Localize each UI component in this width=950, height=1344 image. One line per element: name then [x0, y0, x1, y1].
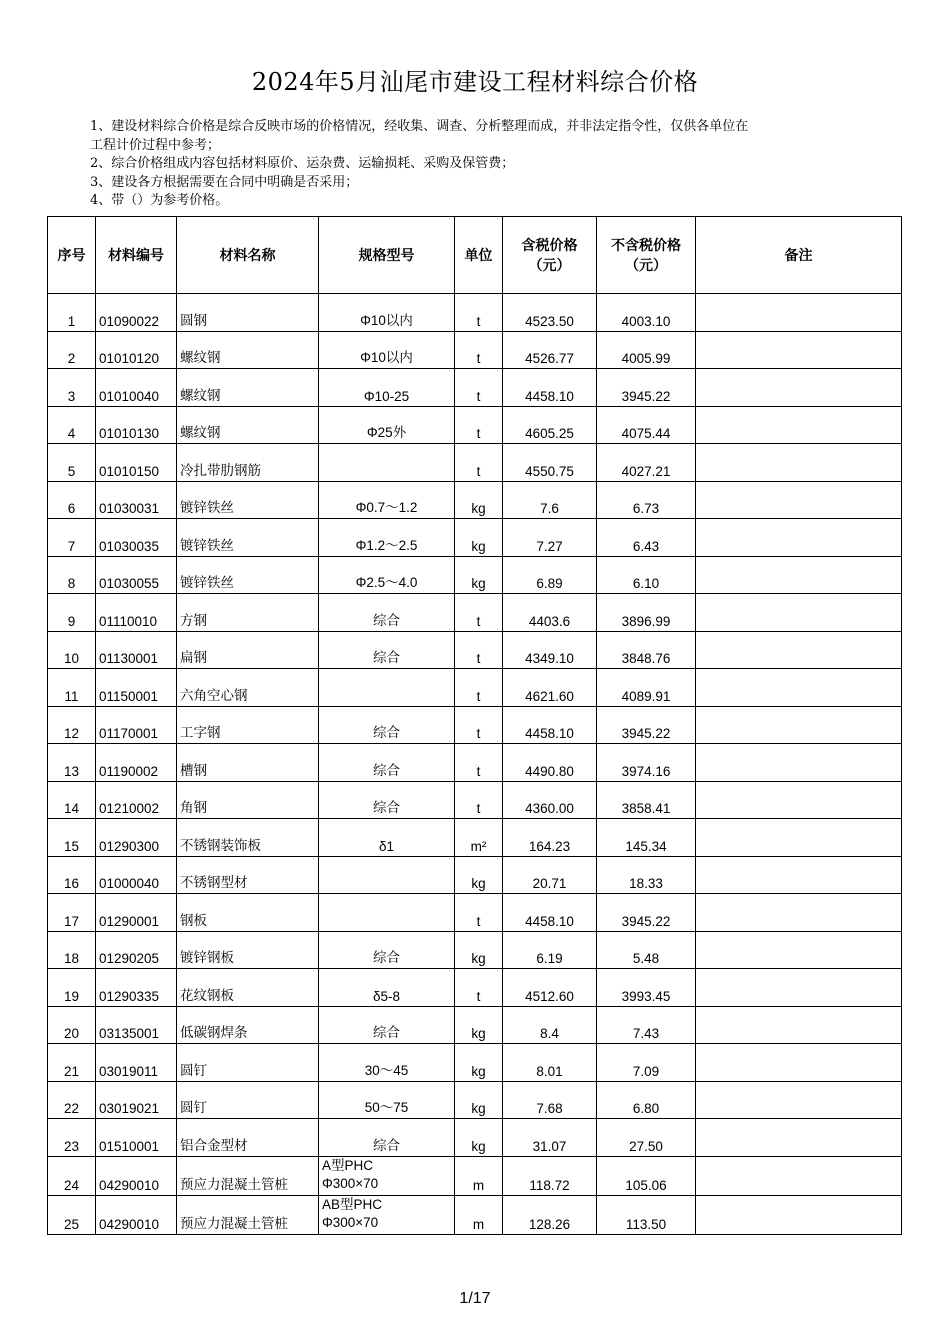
- cell-spec: [319, 894, 455, 932]
- cell-unit: t: [455, 631, 503, 669]
- cell-name: 不锈钢型材: [177, 856, 319, 894]
- cell-spec: 综合: [319, 594, 455, 632]
- cell-name: 工字钢: [177, 706, 319, 744]
- cell-tax-price: 6.89: [503, 556, 597, 594]
- cell-unit: t: [455, 331, 503, 369]
- cell-spec: Φ2.5～4.0: [319, 556, 455, 594]
- cell-tax-price: 4512.60: [503, 969, 597, 1007]
- cell-unit: m²: [455, 819, 503, 857]
- cell-remark: [696, 781, 902, 819]
- table-row: [48, 781, 902, 819]
- cell-spec: 综合: [319, 744, 455, 782]
- cell-notax-price: 3945.22: [597, 369, 696, 407]
- header-notax-price: [597, 217, 696, 294]
- cell-notax-price: 4003.10: [597, 294, 696, 332]
- cell-notax-price: 6.73: [597, 481, 696, 519]
- cell-notax-price: 113.50: [597, 1195, 696, 1234]
- cell-tax-price: 4550.75: [503, 444, 597, 482]
- cell-unit: m: [455, 1156, 503, 1195]
- page-title: 2024年5月汕尾市建设工程材料综合价格: [251, 68, 699, 96]
- cell-tax-price: 8.01: [503, 1044, 597, 1082]
- cell-notax-price: 3848.76: [597, 631, 696, 669]
- table-row: [48, 294, 902, 332]
- cell-code: 01170001: [96, 706, 177, 744]
- cell-remark: [696, 894, 902, 932]
- cell-tax-price: 6.19: [503, 931, 597, 969]
- cell-name: 螺纹钢: [177, 331, 319, 369]
- cell-remark: [696, 744, 902, 782]
- cell-seq: 14: [48, 781, 96, 819]
- cell-notax-price: 4005.99: [597, 331, 696, 369]
- cell-code: 01150001: [96, 669, 177, 707]
- cell-tax-price: 4490.80: [503, 744, 597, 782]
- page-number: 1/17: [459, 1290, 491, 1307]
- table-row: [48, 369, 902, 407]
- cell-remark: [696, 519, 902, 557]
- header-code: 材料编号: [96, 217, 177, 294]
- table-row: [48, 1156, 902, 1195]
- cell-notax-price: 6.10: [597, 556, 696, 594]
- table-row: [48, 406, 902, 444]
- cell-tax-price: 20.71: [503, 856, 597, 894]
- header-unit: 单位: [455, 217, 503, 294]
- header-seq: 序号: [48, 217, 96, 294]
- cell-remark: [696, 819, 902, 857]
- table-row: [48, 556, 902, 594]
- cell-code: 03135001: [96, 1006, 177, 1044]
- cell-seq: 6: [48, 481, 96, 519]
- cell-code: 01110010: [96, 594, 177, 632]
- cell-spec: δ1: [319, 819, 455, 857]
- cell-seq: 9: [48, 594, 96, 632]
- table-row: [48, 1006, 902, 1044]
- table-row: [48, 669, 902, 707]
- cell-notax-price: 145.34: [597, 819, 696, 857]
- cell-seq: 19: [48, 969, 96, 1007]
- cell-seq: 15: [48, 819, 96, 857]
- cell-notax-price: 4027.21: [597, 444, 696, 482]
- cell-seq: 24: [48, 1156, 96, 1195]
- cell-spec: 50～75: [319, 1081, 455, 1119]
- cell-code: 01290300: [96, 819, 177, 857]
- cell-spec: 综合: [319, 1119, 455, 1157]
- cell-notax-price: 3993.45: [597, 969, 696, 1007]
- cell-spec: 综合: [319, 631, 455, 669]
- cell-spec: Φ25外: [319, 406, 455, 444]
- cell-notax-price: 4089.91: [597, 669, 696, 707]
- cell-seq: 3: [48, 369, 96, 407]
- cell-seq: 22: [48, 1081, 96, 1119]
- header-remark: 备注: [696, 217, 902, 294]
- cell-notax-price: 5.48: [597, 931, 696, 969]
- table-row: [48, 819, 902, 857]
- cell-remark: [696, 931, 902, 969]
- cell-code: 04290010: [96, 1195, 177, 1234]
- cell-code: 01000040: [96, 856, 177, 894]
- table-row: [48, 744, 902, 782]
- table-row: [48, 1044, 902, 1082]
- cell-name: 镀锌铁丝: [177, 556, 319, 594]
- cell-seq: 10: [48, 631, 96, 669]
- cell-remark: [696, 1081, 902, 1119]
- cell-unit: t: [455, 369, 503, 407]
- cell-spec: Φ10-25: [319, 369, 455, 407]
- cell-code: 01030055: [96, 556, 177, 594]
- cell-remark: [696, 294, 902, 332]
- cell-name: 圆钢: [177, 294, 319, 332]
- cell-name: 低碳钢焊条: [177, 1006, 319, 1044]
- cell-unit: t: [455, 594, 503, 632]
- cell-seq: 18: [48, 931, 96, 969]
- cell-remark: [696, 1119, 902, 1157]
- cell-notax-price: 18.33: [597, 856, 696, 894]
- cell-tax-price: 4403.6: [503, 594, 597, 632]
- cell-unit: kg: [455, 556, 503, 594]
- cell-tax-price: 7.27: [503, 519, 597, 557]
- cell-seq: 20: [48, 1006, 96, 1044]
- cell-spec: 综合: [319, 1006, 455, 1044]
- cell-spec-line2: Φ300×70: [322, 1214, 379, 1230]
- cell-seq: 1: [48, 294, 96, 332]
- cell-tax-price: 4526.77: [503, 331, 597, 369]
- cell-code: 01210002: [96, 781, 177, 819]
- cell-unit: kg: [455, 1119, 503, 1157]
- cell-unit: t: [455, 969, 503, 1007]
- cell-spec-line1: A型PHC: [322, 1157, 374, 1173]
- cell-code: 01090022: [96, 294, 177, 332]
- table-row: [48, 856, 902, 894]
- cell-tax-price: 31.07: [503, 1119, 597, 1157]
- cell-code: 03019021: [96, 1081, 177, 1119]
- cell-remark: [696, 444, 902, 482]
- cell-code: 01290205: [96, 931, 177, 969]
- cell-remark: [696, 481, 902, 519]
- header-tax-price-line2: （元）: [528, 257, 571, 273]
- table-row: [48, 331, 902, 369]
- cell-name: 螺纹钢: [177, 369, 319, 407]
- cell-seq: 25: [48, 1195, 96, 1234]
- notes: [90, 118, 880, 211]
- cell-name: 方钢: [177, 594, 319, 632]
- cell-name: 冷扎带肋钢筋: [177, 444, 319, 482]
- cell-unit: t: [455, 744, 503, 782]
- table-row: [48, 1081, 902, 1119]
- table-body: [48, 294, 902, 1235]
- price-table: [47, 216, 902, 1235]
- cell-spec: [319, 1156, 455, 1195]
- cell-spec: 综合: [319, 781, 455, 819]
- cell-code: 01030035: [96, 519, 177, 557]
- table-row: [48, 931, 902, 969]
- cell-remark: [696, 969, 902, 1007]
- cell-seq: 21: [48, 1044, 96, 1082]
- cell-notax-price: 4075.44: [597, 406, 696, 444]
- table-row: [48, 1119, 902, 1157]
- cell-code: 01010120: [96, 331, 177, 369]
- cell-code: 01030031: [96, 481, 177, 519]
- cell-remark: [696, 706, 902, 744]
- cell-name: 螺纹钢: [177, 406, 319, 444]
- cell-unit: t: [455, 669, 503, 707]
- cell-code: 01290001: [96, 894, 177, 932]
- cell-seq: 5: [48, 444, 96, 482]
- cell-notax-price: 105.06: [597, 1156, 696, 1195]
- cell-notax-price: 7.43: [597, 1006, 696, 1044]
- cell-unit: t: [455, 781, 503, 819]
- note-line: 4、带（）为参考价格。: [90, 193, 229, 208]
- cell-tax-price: 4605.25: [503, 406, 597, 444]
- cell-name: 扁钢: [177, 631, 319, 669]
- cell-seq: 12: [48, 706, 96, 744]
- cell-name: 花纹钢板: [177, 969, 319, 1007]
- table-row: [48, 1195, 902, 1234]
- cell-seq: 11: [48, 669, 96, 707]
- cell-unit: kg: [455, 1044, 503, 1082]
- cell-tax-price: 118.72: [503, 1156, 597, 1195]
- cell-remark: [696, 1195, 902, 1234]
- cell-name: 镀锌铁丝: [177, 519, 319, 557]
- cell-spec: Φ0.7～1.2: [319, 481, 455, 519]
- cell-remark: [696, 594, 902, 632]
- cell-spec-line2: Φ300×70: [322, 1175, 379, 1191]
- cell-unit: kg: [455, 519, 503, 557]
- cell-spec: 30～45: [319, 1044, 455, 1082]
- cell-name: 预应力混凝土管桩: [177, 1156, 319, 1195]
- cell-unit: kg: [455, 931, 503, 969]
- cell-name: 不锈钢装饰板: [177, 819, 319, 857]
- cell-seq: 16: [48, 856, 96, 894]
- cell-seq: 17: [48, 894, 96, 932]
- cell-remark: [696, 1044, 902, 1082]
- table-row: [48, 631, 902, 669]
- cell-unit: t: [455, 444, 503, 482]
- cell-spec: [319, 856, 455, 894]
- cell-unit: t: [455, 294, 503, 332]
- cell-code: 03019011: [96, 1044, 177, 1082]
- cell-name: 铝合金型材: [177, 1119, 319, 1157]
- cell-remark: [696, 406, 902, 444]
- table-row: [48, 969, 902, 1007]
- cell-spec: Φ10以内: [319, 294, 455, 332]
- cell-tax-price: 4349.10: [503, 631, 597, 669]
- cell-tax-price: 128.26: [503, 1195, 597, 1234]
- header-name: 材料名称: [177, 217, 319, 294]
- cell-spec: 综合: [319, 706, 455, 744]
- cell-remark: [696, 631, 902, 669]
- cell-unit: t: [455, 706, 503, 744]
- cell-code: 01130001: [96, 631, 177, 669]
- cell-name: 镀锌钢板: [177, 931, 319, 969]
- cell-tax-price: 8.4: [503, 1006, 597, 1044]
- cell-seq: 4: [48, 406, 96, 444]
- cell-spec: Φ1.2～2.5: [319, 519, 455, 557]
- header-spec: 规格型号: [319, 217, 455, 294]
- header-tax-price-line1: 含税价格: [521, 237, 578, 253]
- cell-remark: [696, 369, 902, 407]
- cell-name: 六角空心钢: [177, 669, 319, 707]
- header-notax-price-line2: （元）: [625, 257, 667, 273]
- cell-tax-price: 4458.10: [503, 369, 597, 407]
- cell-unit: kg: [455, 481, 503, 519]
- cell-seq: 13: [48, 744, 96, 782]
- cell-code: 04290010: [96, 1156, 177, 1195]
- cell-tax-price: 4458.10: [503, 894, 597, 932]
- cell-spec: [319, 444, 455, 482]
- cell-remark: [696, 331, 902, 369]
- cell-unit: kg: [455, 1006, 503, 1044]
- cell-name: 镀锌铁丝: [177, 481, 319, 519]
- cell-remark: [696, 856, 902, 894]
- cell-remark: [696, 669, 902, 707]
- cell-notax-price: 3858.41: [597, 781, 696, 819]
- cell-tax-price: 4458.10: [503, 706, 597, 744]
- cell-unit: kg: [455, 1081, 503, 1119]
- cell-notax-price: 3896.99: [597, 594, 696, 632]
- cell-notax-price: 27.50: [597, 1119, 696, 1157]
- cell-code: 01010130: [96, 406, 177, 444]
- cell-name: 钢板: [177, 894, 319, 932]
- cell-seq: 23: [48, 1119, 96, 1157]
- cell-tax-price: 7.6: [503, 481, 597, 519]
- cell-remark: [696, 1156, 902, 1195]
- cell-unit: m: [455, 1195, 503, 1234]
- cell-notax-price: 3945.22: [597, 894, 696, 932]
- cell-tax-price: 7.68: [503, 1081, 597, 1119]
- table-row: [48, 481, 902, 519]
- cell-spec: Φ10以内: [319, 331, 455, 369]
- note-line: 3、建设各方根据需要在合同中明确是否采用；: [90, 174, 359, 190]
- cell-name: 槽钢: [177, 744, 319, 782]
- cell-notax-price: 6.80: [597, 1081, 696, 1119]
- cell-spec-line1: AB型PHC: [322, 1196, 383, 1212]
- cell-seq: 8: [48, 556, 96, 594]
- table-row: [48, 894, 902, 932]
- cell-unit: t: [455, 894, 503, 932]
- cell-code: 01510001: [96, 1119, 177, 1157]
- header-notax-price-line1: 不含税价格: [611, 237, 681, 253]
- cell-spec: [319, 669, 455, 707]
- cell-code: 01190002: [96, 744, 177, 782]
- table-row: [48, 594, 902, 632]
- cell-tax-price: 164.23: [503, 819, 597, 857]
- cell-tax-price: 4621.60: [503, 669, 597, 707]
- cell-code: 01010040: [96, 369, 177, 407]
- cell-tax-price: 4360.00: [503, 781, 597, 819]
- table-row: [48, 706, 902, 744]
- cell-notax-price: 6.43: [597, 519, 696, 557]
- cell-name: 圆钉: [177, 1044, 319, 1082]
- cell-name: 圆钉: [177, 1081, 319, 1119]
- cell-notax-price: 7.09: [597, 1044, 696, 1082]
- cell-code: 01290335: [96, 969, 177, 1007]
- cell-notax-price: 3945.22: [597, 706, 696, 744]
- cell-unit: t: [455, 406, 503, 444]
- cell-unit: kg: [455, 856, 503, 894]
- cell-code: 01010150: [96, 444, 177, 482]
- cell-name: 角钢: [177, 781, 319, 819]
- table-header-row: [48, 217, 902, 294]
- table-row: [48, 444, 902, 482]
- cell-notax-price: 3974.16: [597, 744, 696, 782]
- cell-remark: [696, 556, 902, 594]
- cell-remark: [696, 1006, 902, 1044]
- cell-seq: 2: [48, 331, 96, 369]
- note-line: 2、综合价格组成内容包括材料原价、运杂费、运输损耗、采购及保管费；: [90, 156, 515, 171]
- cell-spec: δ5-8: [319, 969, 455, 1007]
- cell-name: 预应力混凝土管桩: [177, 1195, 319, 1234]
- cell-seq: 7: [48, 519, 96, 557]
- header-tax-price: [503, 217, 597, 294]
- note-line: 工程计价过程中参考；: [90, 137, 221, 153]
- cell-tax-price: 4523.50: [503, 294, 597, 332]
- cell-spec: 综合: [319, 931, 455, 969]
- cell-spec: [319, 1195, 455, 1234]
- note-line: 1、建设材料综合价格是综合反映市场的价格情况，经收集、调查、分析整理而成，并非法定指令性，仅供各单位在: [90, 119, 749, 134]
- table-row: [48, 519, 902, 557]
